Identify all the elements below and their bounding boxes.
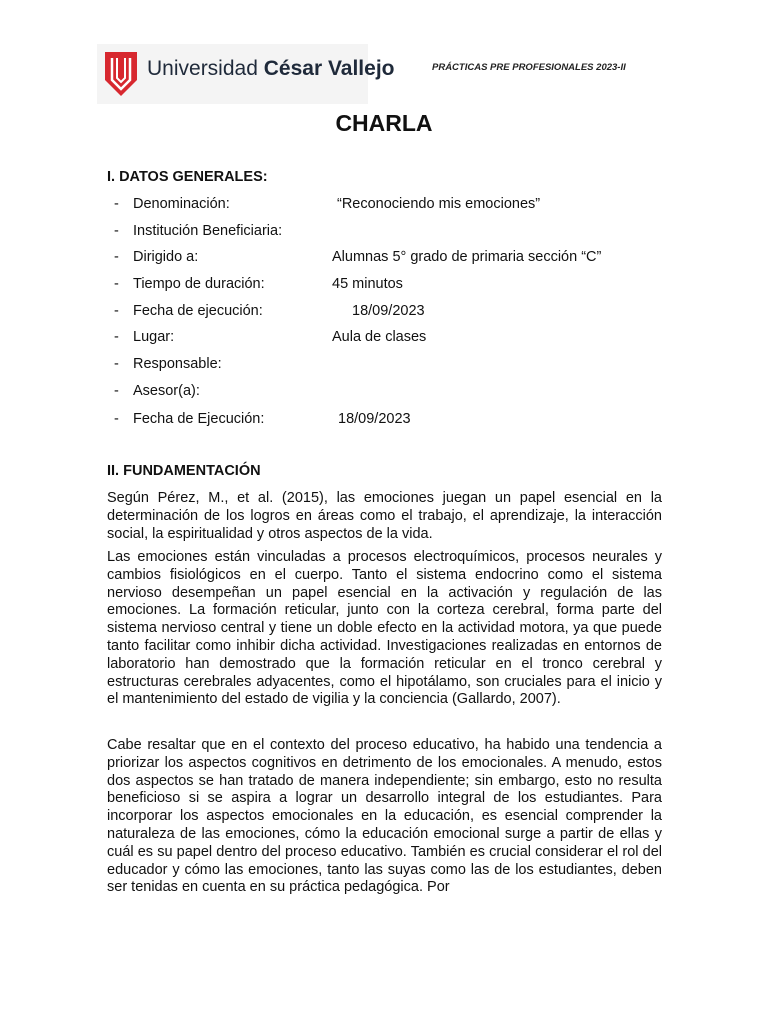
paragraph-2: Las emociones están vinculadas a procesos electroquímicos, procesos neurales y cambios fisiológicos en el cuerpo. Tanto el sistema endocrino como el sistema nervioso desempeñan un papel esencial en la activación y regulación de las emociones. La formación reticular, junto con la corteza cerebral, forma parte del sistema nervioso central y tiene un doble efecto en la actividad motora, ya que puede tanto facilitar como inhibir dicha actividad. Investigaciones realizadas en entornos de laboratorio han demostrado que la formación reticular en el tronco cerebral y estructuras cerebrales adyacentes, como el hipotálamo, son cruciales para el inicio y el mantenimiento del estado de vigilia y la conciencia (Gallardo, 2007). <box>107 549 662 708</box>
field-value: Alumnas 5° grado de primaria sección “C” <box>332 249 602 265</box>
logo-text-bold: César Vallejo <box>263 57 395 80</box>
field-label: Denominación: <box>133 196 230 212</box>
field-label: Tiempo de duración: <box>133 276 265 292</box>
bullet-dash: - <box>114 356 119 372</box>
bullet-dash: - <box>114 223 119 239</box>
bullet-dash: - <box>114 249 119 265</box>
field-label: Asesor(a): <box>133 383 200 399</box>
header-program-text: PRÁCTICAS PRE PROFESIONALES 2023-II <box>432 62 626 73</box>
field-label: Institución Beneficiaria: <box>133 223 283 239</box>
field-label: Dirigido a: <box>133 249 199 265</box>
bullet-dash: - <box>114 329 119 345</box>
field-value: 18/09/2023 <box>338 411 411 427</box>
field-value: “Reconociendo mis emociones” <box>337 196 541 212</box>
logo-text-light: Universidad <box>147 57 264 80</box>
field-label: Fecha de ejecución: <box>133 303 263 319</box>
university-shield-icon <box>103 50 139 98</box>
paragraph-1: Según Pérez, M., et al. (2015), las emociones juegan un papel esencial en la determinación de los logros en áreas como el trabajo, el aprendizaje, la interacción social, la espiritualidad y otros aspectos de la vida. <box>107 490 662 542</box>
section-datos-generales-title: I. DATOS GENERALES: <box>107 169 268 185</box>
field-value: 45 minutos <box>332 276 403 292</box>
field-value: Aula de clases <box>332 329 427 345</box>
field-label: Responsable: <box>133 356 222 372</box>
logo-text <box>147 57 394 81</box>
bullet-dash: - <box>114 196 119 212</box>
bullet-dash: - <box>114 383 119 399</box>
university-logo <box>97 44 395 104</box>
bullet-dash: - <box>114 303 119 319</box>
bullet-dash: - <box>114 276 119 292</box>
document-title: CHARLA <box>335 110 433 136</box>
section-fundamentacion-title: II. FUNDAMENTACIÓN <box>107 463 261 479</box>
field-value: 18/09/2023 <box>352 303 425 319</box>
bullet-dash: - <box>114 411 119 427</box>
field-label: Fecha de Ejecución: <box>133 411 265 427</box>
paragraph-3: Cabe resaltar que en el contexto del proceso educativo, ha habido una tendencia a priorizar los aspectos cognitivos en detrimento de los emocionales. A menudo, estos dos aspectos se han tratado de manera independiente; sin embargo, esto no resulta beneficioso si se aspira a lograr un desarrollo integral de los estudiantes. Para incorporar los aspectos emocionales en la educación, es esencial comprender la naturaleza de las emociones, cómo la educación emocional surge a partir de ellas y cuál es su papel dentro del proceso educativo. También es crucial considerar el rol del educador y cómo las emociones, tanto las suyas como las de los estudiantes, deben ser tenidas en cuenta en su práctica pedagógica. Por <box>107 737 662 896</box>
field-label: Lugar: <box>133 329 175 345</box>
